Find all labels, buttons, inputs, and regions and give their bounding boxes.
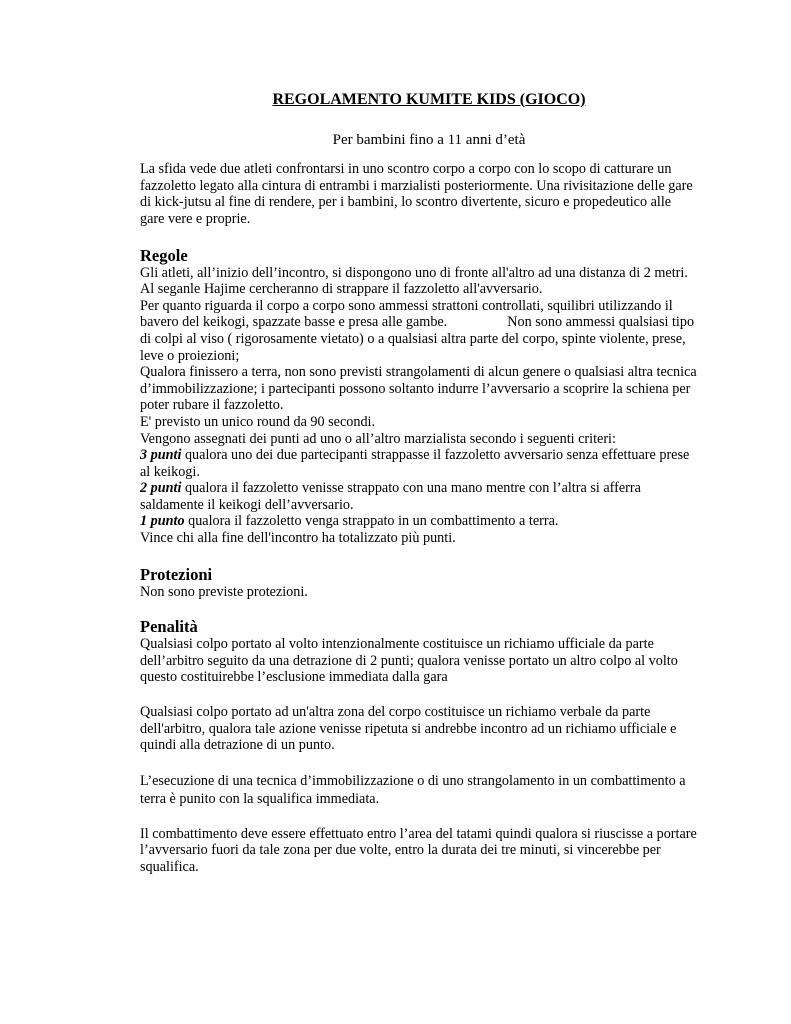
points-2-text: qualora il fazzoletto venisse strappato con una mano mentre con l’altra si afferra	[181, 480, 641, 497]
points-3-cont: al keikogi.	[140, 463, 200, 480]
points-1-text: qualora il fazzoletto venga strappato in un combattimento a terra.	[184, 513, 559, 530]
intro-line: di kick-jutsu al fine di rendere, per i bambini, lo scontro divertente, sicuro e propedeutico alle	[140, 194, 672, 211]
intro-line: gare vere e proprie.	[140, 210, 251, 227]
penalty-line: L’esecuzione di una tecnica d’immobilizzazione o di uno strangolamento in un combattimento a	[140, 772, 686, 789]
penalties-heading: Penalità	[140, 617, 198, 637]
penalty-paragraph-2	[140, 704, 700, 754]
penalty-line: Qualsiasi colpo portato ad un'altra zona del corpo costituisce un richiamo verbale da parte	[140, 704, 651, 721]
rules-line: Vengono assegnati dei punti ad uno o all’altro marzialista secondo i seguenti criteri:	[140, 430, 616, 447]
rules-section	[140, 265, 700, 547]
protections-text	[140, 584, 700, 601]
penalty-paragraph-4	[140, 826, 700, 876]
rules-line: Gli atleti, all’inizio dell’incontro, si dispongono uno di fronte all'altro ad una distanza di 2 metri.	[140, 264, 688, 281]
penalty-line: quindi alla detrazione di un punto.	[140, 737, 335, 754]
winner-line: Vince chi alla fine dell'incontro ha totalizzato più punti.	[140, 530, 456, 547]
points-3-text: qualora uno dei due partecipanti strappasse il fazzoletto avversario senza effettuare prese	[181, 447, 690, 464]
document-page	[140, 92, 700, 876]
rules-heading: Regole	[140, 245, 188, 265]
penalty-line: dell'arbitro, qualora tale azione venisse ripetuta si andrebbe incontro ad un richiamo ufficiale e	[140, 720, 677, 737]
intro-paragraph	[140, 161, 700, 227]
rules-line: Per quanto riguarda il corpo a corpo sono ammessi strattoni controllati, squilibri utilizzando il	[140, 297, 673, 314]
penalty-line: Il combattimento deve essere effettuato entro l’area del tatami quindi qualora si riuscisse a portare	[140, 825, 697, 842]
penalty-line: terra è punito con la squalifica immediata.	[140, 790, 380, 807]
points-2-line	[140, 480, 700, 497]
protections-heading: Protezioni	[140, 564, 213, 584]
points-3-label: 3 punti	[140, 447, 182, 464]
rules-line: di colpi al viso ( rigorosamente vietato) o a qualsiasi altra parte del corpo, spinte violente, prese,	[140, 330, 686, 347]
points-1-label: 1 punto	[140, 513, 185, 530]
points-1-line	[140, 513, 700, 530]
rules-line: poter rubare il fazzoletto.	[140, 397, 284, 414]
protections-line: Non sono previste protezioni.	[140, 583, 308, 600]
rules-line-part-b: Non sono ammessi qualsiasi tipo	[507, 314, 695, 331]
penalty-line: Qualsiasi colpo portato al volto intenzionalmente costituisce un richiamo ufficiale da parte	[140, 636, 654, 653]
rules-line-tabbed	[140, 314, 700, 331]
rules-line: Al seganle Hajime cercheranno di strappare il fazzoletto all'avversario.	[140, 281, 543, 298]
points-2-cont: saldamente il keikogi dell’avversario.	[140, 496, 354, 513]
document-title: REGOLAMENTO KUMITE KIDS (GIOCO)	[272, 91, 586, 108]
rules-line: leve o proiezioni;	[140, 347, 240, 364]
penalty-paragraph-1	[140, 636, 700, 686]
penalty-line: questo costituirebbe l’esclusione immediata dalla gara	[140, 669, 448, 686]
points-2-label: 2 punti	[140, 480, 182, 497]
penalty-line: squalifica.	[140, 859, 199, 875]
penalty-line: dell’arbitro seguito da una detrazione di 2 punti; qualora venisse portato un altro colpo al volto	[140, 652, 678, 669]
rules-line: E' previsto un unico round da 90 secondi.	[140, 413, 376, 430]
rules-line: d’immobilizzazione; i partecipanti possono soltanto indurre l’avversario a scoprire la schiena per	[140, 380, 691, 397]
intro-line: La sfida vede due atleti confrontarsi in uno scontro corpo a corpo con lo scopo di catturare un	[140, 161, 672, 178]
rules-line: Qualora finissero a terra, non sono previsti strangolamenti di alcun genere o qualsiasi altra tecnica	[140, 364, 697, 381]
penalty-paragraph-3	[140, 772, 700, 808]
intro-line: fazzoletto legato alla cintura di entrambi i marzialisti posteriormente. Una rivisitazione delle gare	[140, 177, 693, 194]
points-3-line	[140, 447, 700, 464]
rules-line-part-a: bavero del keikogi, spazzate basse e presa alle gambe.	[140, 314, 448, 331]
document-subtitle: Per bambini fino a 11 anni d’età	[332, 131, 526, 148]
penalty-line: l’avversario fuori da tale zona per due volte, entro la durata dei tre minuti, si vincerebbe per	[140, 842, 661, 859]
